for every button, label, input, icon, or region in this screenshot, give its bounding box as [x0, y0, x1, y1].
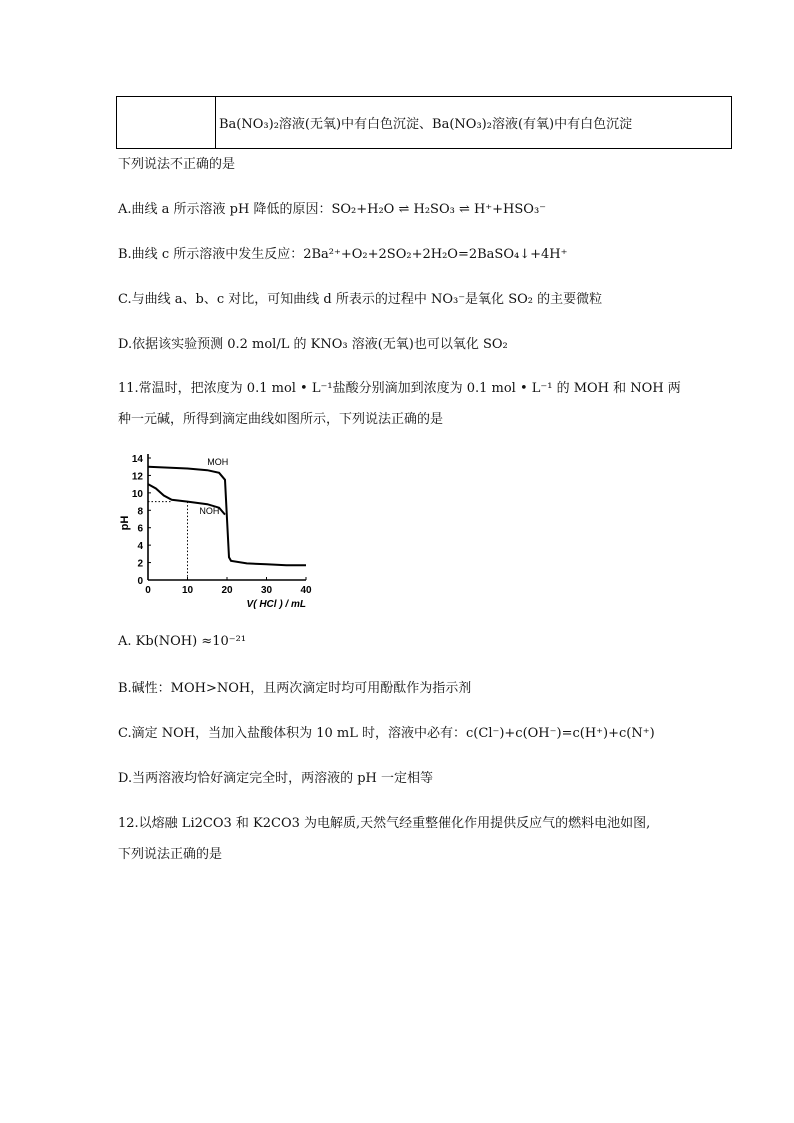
x-tick-label: 30	[260, 585, 273, 596]
x-tick-label: 0	[145, 585, 151, 596]
q10-prompt: 下列说法不正确的是	[118, 157, 236, 172]
q11-option-d: D.当两溶液均恰好滴定完全时，两溶液的 pH 一定相等	[118, 771, 434, 786]
x-tick-label: 20	[221, 585, 233, 596]
experiment-table	[116, 96, 732, 149]
y-tick-label: 0	[137, 576, 143, 587]
y-axis-label: pH	[119, 515, 131, 531]
q10-option-a: A.曲线 a 所示溶液 pH 降低的原因：SO₂+H₂O ⇌ H₂SO₃ ⇌ H⁺+HSO₃⁻	[118, 202, 547, 217]
x-tick-label: 40	[300, 585, 312, 596]
q12-stem-line-2: 下列说法正确的是	[118, 847, 223, 862]
x-tick-label: 10	[181, 585, 194, 596]
q12-stem-line-1: 12.以熔融 Li2CO3 和 K2CO3 为电解质,天然气经重整催化作用提供反应气的燃料电池如图,	[118, 816, 651, 831]
table-row	[117, 97, 732, 149]
x-axis-label: V( HCl ) / mL	[246, 599, 306, 610]
y-tick-label: 14	[131, 454, 143, 465]
q10-option-b: B.曲线 c 所示溶液中发生反应：2Ba²⁺+O₂+2SO₂+2H₂O=2BaSO₄↓+4H⁺	[118, 247, 568, 262]
q11-option-c: C.滴定 NOH，当加入盐酸体积为 10 mL 时，溶液中必有：c(Cl⁻)+c(OH⁻)=c(H⁺)+c(N⁺)	[118, 726, 655, 741]
titration-chart	[118, 448, 318, 616]
y-tick-label: 8	[137, 506, 143, 518]
y-tick-label: 10	[131, 488, 143, 500]
q11-option-a: A. Kb(NOH) ≈10⁻²¹	[118, 634, 247, 649]
table-cell-observation: Ba(NO₃)₂溶液(无氧)中有白色沉淀、Ba(NO₃)₂溶液(有氧)中有白色沉淀	[216, 97, 732, 149]
y-tick-label: 6	[137, 523, 143, 535]
series-label-noh: NOH	[199, 505, 220, 516]
y-tick-label: 4	[137, 541, 143, 553]
q11-stem-line-2: 种一元碱，所得到滴定曲线如图所示，下列说法正确的是	[118, 412, 444, 427]
series-label-moh: MOH	[207, 456, 229, 467]
series-line-moh	[148, 467, 306, 566]
q10-option-c: C.与曲线 a、b、c 对比，可知曲线 d 所表示的过程中 NO₃⁻是氧化 SO₂ 的主要微粒	[118, 292, 603, 307]
table-cell-label	[117, 97, 216, 149]
y-tick-label: 12	[131, 471, 143, 483]
y-tick-label: 2	[137, 558, 143, 570]
q11-stem-line-1: 11.常温时，把浓度为 0.1 mol • L⁻¹盐酸分别滴加到浓度为 0.1 mol • L⁻¹ 的 MOH 和 NOH 两	[118, 381, 681, 396]
q11-option-b: B.碱性：MOH>NOH，且两次滴定时均可用酚酞作为指示剂	[118, 681, 472, 696]
q10-option-d: D.依据该实验预测 0.2 mol/L 的 KNO₃ 溶液(无氧)也可以氧化 SO₂	[118, 337, 508, 352]
